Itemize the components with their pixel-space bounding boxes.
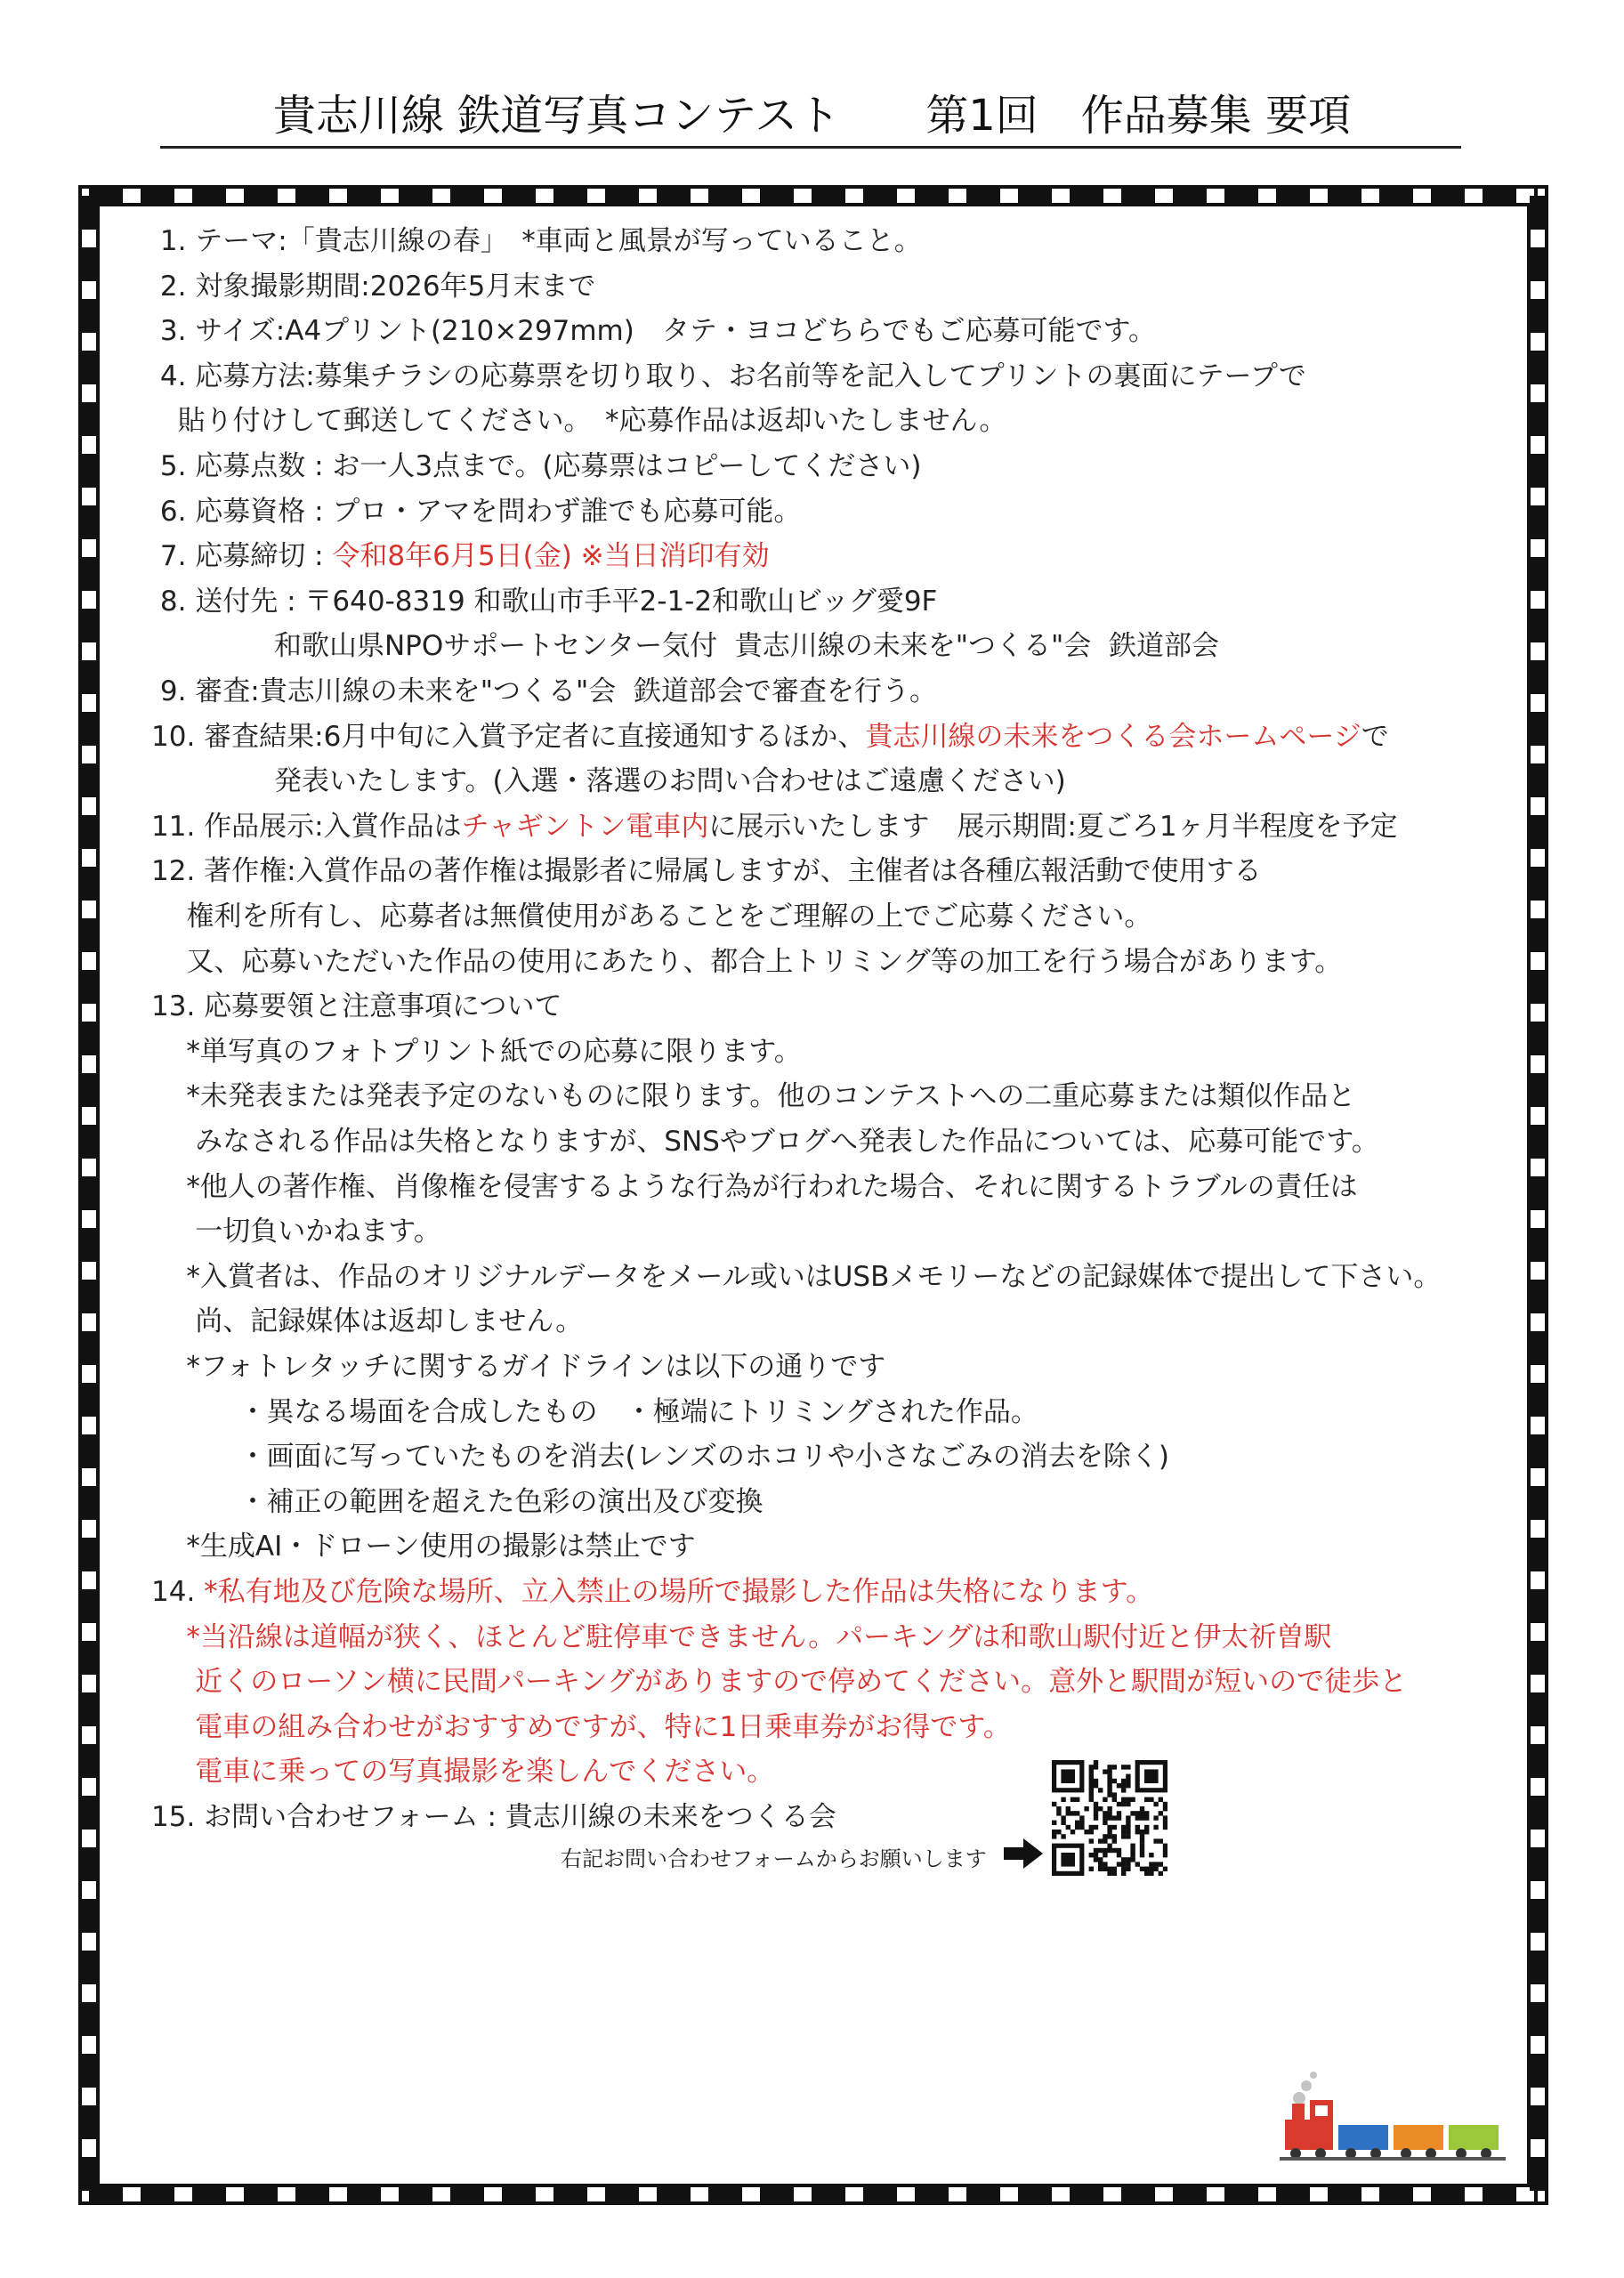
list-line (151, 534, 770, 578)
list-line (151, 1524, 696, 1569)
list-line (151, 444, 922, 489)
list-line (151, 1570, 1153, 1614)
list-line (151, 1390, 1038, 1434)
list-line (151, 1480, 764, 1524)
line-text: 15. お問い合わせフォーム : 貴志川線の未来をつくる会 (151, 1801, 836, 1833)
line-text: 和歌山県NPOサポートセンター気付 貴志川線の未来を"つくる"会 鉄道部会 (151, 630, 1219, 662)
list-line (151, 309, 1156, 353)
highlight-text: *当沿線は道幅が狭く、ほとんど駐停車できません。パーキングは和歌山駅付近と伊太祈曽駅 (151, 1621, 1332, 1653)
line-text: 13. 応募要領と注意事項について (151, 990, 562, 1022)
list-line (151, 1030, 802, 1074)
list-line (151, 894, 1151, 939)
line-text: 9. 審査:貴志川線の未来を"つくる"会 鉄道部会で審査を行う。 (151, 675, 937, 707)
line-text: 2. 対象撮影期間:2026年5月末まで (151, 271, 596, 303)
list-line (151, 264, 595, 309)
line-text: 尚、記録媒体は返却しません。 (151, 1305, 584, 1337)
highlight-text: 貴志川線の未来をつくる会ホームページ (865, 721, 1361, 753)
list-line (151, 579, 937, 624)
list-line (151, 1074, 1355, 1119)
line-text: 権利を所有し、応募者は無償使用があることをご理解の上でご応募ください。 (151, 901, 1152, 933)
list-line (151, 354, 1306, 399)
list-line (151, 1209, 441, 1254)
list-line (151, 399, 1006, 443)
list-line (151, 1615, 1331, 1660)
line-text: 7. 応募締切 : (151, 540, 333, 572)
list-line (151, 1255, 1441, 1299)
line-text: に展示いたします 展示期間:夏ごろ1ヶ月半程度を予定 (708, 811, 1398, 843)
line-text: 3. サイズ:A4プリント(210×297mm) タテ・ヨコどちらでもご応募可能です。 (151, 315, 1157, 347)
line-text: で (1361, 721, 1389, 753)
line-text: みなされる作品は失格となりますが、SNSやブログへ発表した作品については、応募可能です。 (151, 1126, 1379, 1158)
list-line (151, 1434, 1169, 1479)
list-line (151, 1299, 583, 1344)
line-text: 8. 送付先 : 〒640-8319 和歌山市手平2-1-2和歌山ビッグ愛9F (151, 586, 938, 618)
list-line (151, 984, 562, 1029)
train-icon (1280, 2064, 1506, 2162)
list-line (151, 759, 1066, 804)
list-line (151, 1705, 1011, 1749)
highlight-text: チャギントン電車内 (461, 811, 709, 843)
list-line (151, 219, 922, 263)
list-line (151, 940, 1342, 984)
line-text: 12. 著作権:入賞作品の著作権は撮影者に帰属しますが、主催者は各種広報活動で使用する (151, 855, 1262, 887)
line-text: 発表いたします。(入選・落選のお問い合わせはご遠慮ください) (151, 765, 1066, 797)
list-line (151, 1119, 1379, 1164)
line-text: 1. テーマ:「貴志川線の春」 *車両と風景が写っていること。 (151, 225, 922, 257)
line-text: 14. (151, 1576, 205, 1608)
line-text: 6. 応募資格 : プロ・アマを問わず誰でも応募可能。 (151, 496, 802, 528)
contact-note: 右記お問い合わせフォームからお願いします (561, 1846, 987, 1871)
line-text: 貼り付けして郵送してください。 *応募作品は返却いたしません。 (151, 405, 1007, 437)
list-line (151, 804, 1398, 849)
highlight-text: 令和8年6月5日(金) ※当日消印有効 (332, 540, 770, 572)
line-text: *他人の著作権、肖像権を侵害するような行為が行われた場合、それに関するトラブルの責任は (151, 1171, 1358, 1203)
line-text: ・画面に写っていたものを消去(レンズのホコリや小さなごみの消去を除く) (151, 1441, 1170, 1473)
list-line (151, 1795, 836, 1839)
line-text: 5. 応募点数 : お一人3点まで。(応募票はコピーしてください) (151, 450, 922, 482)
line-text: 一切負いかねます。 (151, 1216, 441, 1248)
list-line (151, 1165, 1358, 1209)
line-text: 11. 作品展示:入賞作品は (151, 811, 462, 843)
arrow-right-icon (1004, 1838, 1043, 1869)
line-text: 10. 審査結果:6月中旬に入賞予定者に直接通知するほか、 (151, 721, 866, 753)
line-text: ・補正の範囲を超えた色彩の演出及び変換 (151, 1486, 764, 1518)
list-line (151, 715, 1389, 759)
list-line (151, 1660, 1407, 1704)
highlight-text: *私有地及び危険な場所、立入禁止の場所で撮影した作品は失格になります。 (204, 1576, 1154, 1608)
line-text: 又、応募いただいた作品の使用にあたり、都合上トリミング等の加工を行う場合があります。 (151, 946, 1343, 978)
list-line (151, 624, 1219, 668)
line-text: 4. 応募方法:募集チラシの応募票を切り取り、お名前等を記入してプリントの裏面にテープで (151, 360, 1306, 392)
highlight-text: 近くのローソン横に民間パーキングがありますので停めてください。意外と駅間が短いので徒歩と (151, 1666, 1408, 1698)
line-text: ・異なる場面を合成したもの ・極端にトリミングされた作品。 (151, 1396, 1038, 1428)
line-text: *フォトレタッチに関するガイドラインは以下の通りです (151, 1351, 886, 1383)
list-line (151, 489, 801, 534)
page-title: 貴志川線 鉄道写真コンテスト 第1回 作品募集 要項 (272, 91, 1352, 141)
line-text: *単写真のフォトプリント紙での応募に限ります。 (151, 1036, 802, 1068)
line-text: *未発表または発表予定のないものに限ります。他のコンテストへの二重応募または類似作品と (151, 1080, 1356, 1112)
qr-code-icon[interactable] (1052, 1760, 1168, 1876)
line-text: *生成AI・ドローン使用の撮影は禁止です (151, 1531, 696, 1563)
highlight-text: 電車に乗っての写真撮影を楽しんでください。 (151, 1756, 775, 1788)
list-line (151, 669, 937, 714)
list-line (151, 1345, 885, 1389)
line-text: *入賞者は、作品のオリジナルデータをメール或いはUSBメモリーなどの記録媒体で提出して下さい。 (151, 1261, 1442, 1293)
highlight-text: 電車の組み合わせがおすすめですが、特に1日乗車券がお得です。 (151, 1711, 1011, 1743)
list-line (151, 1749, 774, 1794)
list-line (151, 849, 1262, 893)
